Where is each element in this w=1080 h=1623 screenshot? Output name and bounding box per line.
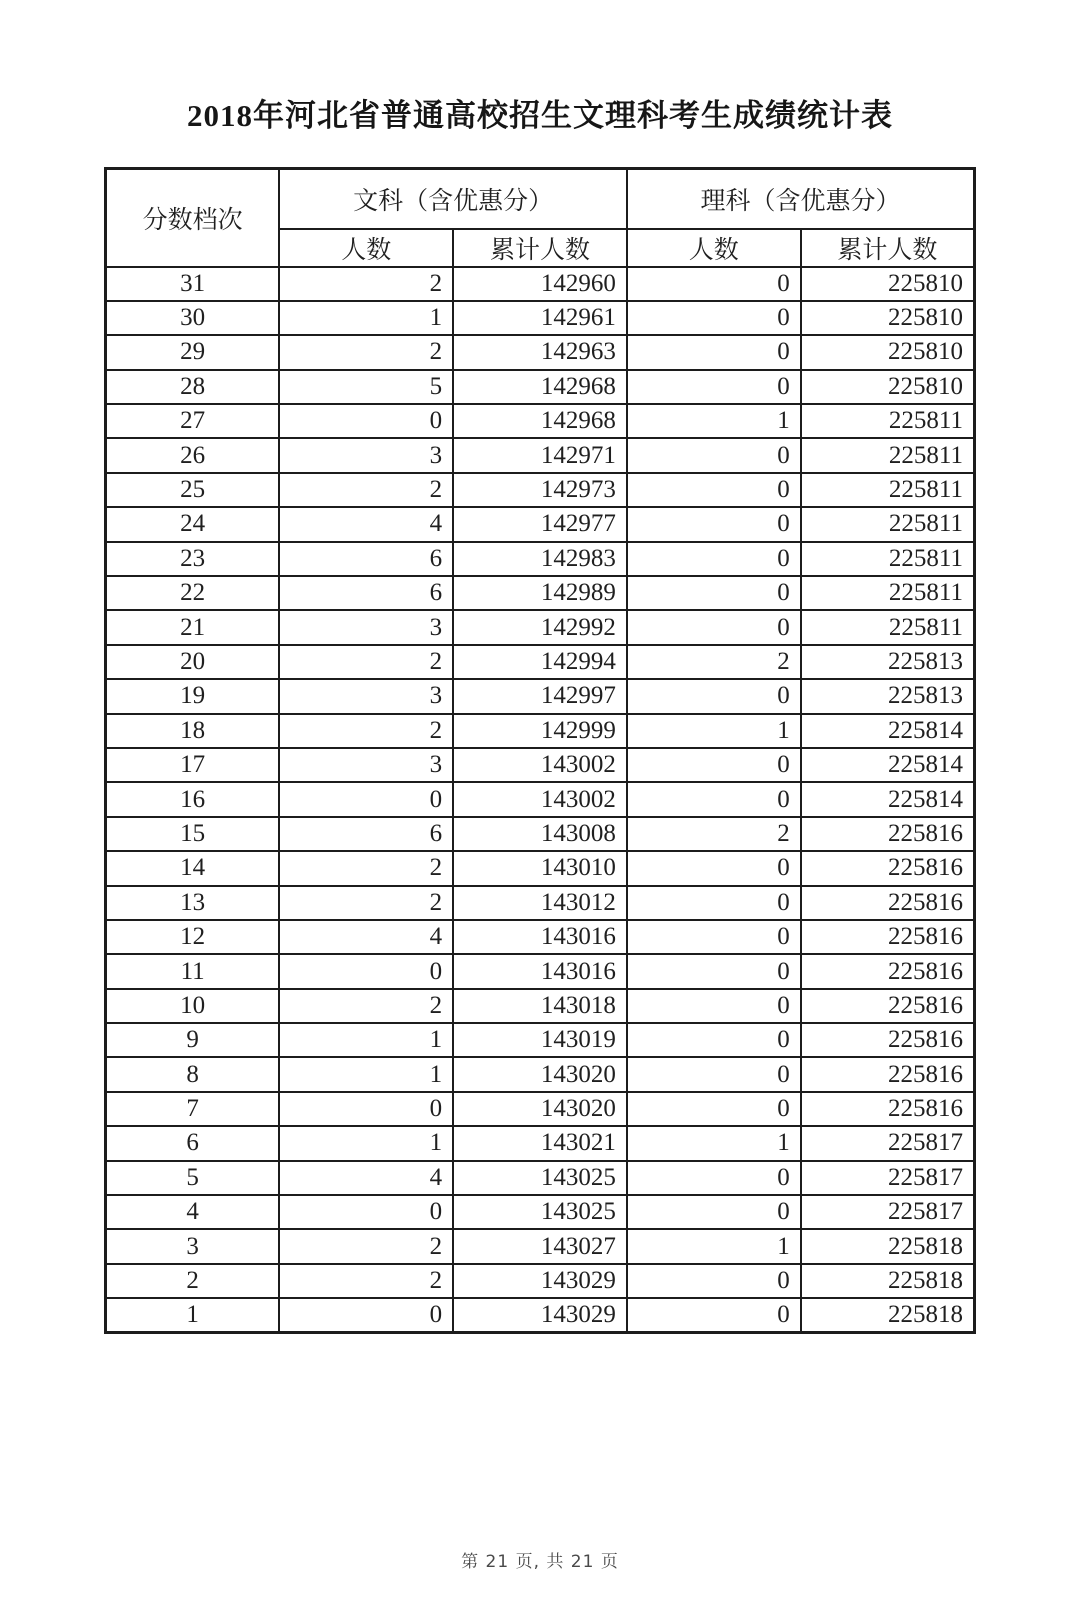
- value-cell: 0: [627, 954, 801, 988]
- value-cell: 2: [279, 886, 453, 920]
- value-cell: 0: [279, 1092, 453, 1126]
- value-cell: 225811: [801, 542, 975, 576]
- tier-cell: 18: [106, 714, 280, 748]
- table-row: [106, 1092, 975, 1126]
- value-cell: 225816: [801, 1057, 975, 1091]
- value-cell: 6: [279, 576, 453, 610]
- value-cell: 143025: [453, 1161, 627, 1195]
- tier-cell: 22: [106, 576, 280, 610]
- value-cell: 1: [627, 404, 801, 438]
- value-cell: 0: [627, 851, 801, 885]
- value-cell: 225816: [801, 851, 975, 885]
- table-row: [106, 576, 975, 610]
- value-cell: 225811: [801, 438, 975, 472]
- value-cell: 225813: [801, 679, 975, 713]
- value-cell: 2: [279, 1229, 453, 1263]
- score-table: [104, 167, 976, 1334]
- table-row: [106, 851, 975, 885]
- value-cell: 0: [627, 542, 801, 576]
- value-cell: 225816: [801, 886, 975, 920]
- value-cell: 0: [627, 370, 801, 404]
- table-row: [106, 1023, 975, 1057]
- tier-cell: 6: [106, 1126, 280, 1160]
- value-cell: 225814: [801, 714, 975, 748]
- value-cell: 4: [279, 1161, 453, 1195]
- value-cell: 143025: [453, 1195, 627, 1229]
- value-cell: 142994: [453, 645, 627, 679]
- tier-cell: 17: [106, 748, 280, 782]
- value-cell: 2: [279, 267, 453, 301]
- value-cell: 225816: [801, 920, 975, 954]
- tier-cell: 3: [106, 1229, 280, 1263]
- value-cell: 2: [627, 817, 801, 851]
- liberal-arts-count-header: 人数: [279, 229, 453, 267]
- value-cell: 0: [627, 782, 801, 816]
- value-cell: 1: [627, 1229, 801, 1263]
- value-cell: 225817: [801, 1195, 975, 1229]
- table-row: [106, 782, 975, 816]
- table-row: [106, 714, 975, 748]
- value-cell: 0: [627, 1057, 801, 1091]
- tier-cell: 2: [106, 1264, 280, 1298]
- value-cell: 142960: [453, 267, 627, 301]
- table-row: [106, 645, 975, 679]
- value-cell: 0: [627, 301, 801, 335]
- tier-cell: 27: [106, 404, 280, 438]
- value-cell: 0: [627, 989, 801, 1023]
- table-body: [106, 267, 975, 1333]
- value-cell: 1: [279, 1126, 453, 1160]
- value-cell: 0: [627, 679, 801, 713]
- table-row: [106, 1229, 975, 1263]
- value-cell: 2: [279, 473, 453, 507]
- value-cell: 225816: [801, 989, 975, 1023]
- table-row: [106, 1161, 975, 1195]
- value-cell: 1: [279, 1057, 453, 1091]
- table-row: [106, 438, 975, 472]
- tier-cell: 12: [106, 920, 280, 954]
- table-row: [106, 954, 975, 988]
- value-cell: 0: [627, 438, 801, 472]
- value-cell: 142977: [453, 507, 627, 541]
- value-cell: 0: [627, 1264, 801, 1298]
- tier-cell: 11: [106, 954, 280, 988]
- value-cell: 142983: [453, 542, 627, 576]
- table-header: [106, 169, 975, 267]
- value-cell: 225818: [801, 1298, 975, 1332]
- value-cell: 2: [279, 851, 453, 885]
- value-cell: 143002: [453, 782, 627, 816]
- value-cell: 5: [279, 370, 453, 404]
- value-cell: 143029: [453, 1264, 627, 1298]
- science-group-header: 理科（含优惠分）: [627, 169, 975, 229]
- tier-cell: 4: [106, 1195, 280, 1229]
- value-cell: 143002: [453, 748, 627, 782]
- value-cell: 0: [627, 748, 801, 782]
- table-row: [106, 610, 975, 644]
- value-cell: 143012: [453, 886, 627, 920]
- value-cell: 0: [279, 404, 453, 438]
- value-cell: 225811: [801, 473, 975, 507]
- value-cell: 143020: [453, 1092, 627, 1126]
- value-cell: 0: [627, 1298, 801, 1332]
- value-cell: 143016: [453, 954, 627, 988]
- value-cell: 225817: [801, 1161, 975, 1195]
- value-cell: 3: [279, 679, 453, 713]
- table-row: [106, 817, 975, 851]
- value-cell: 0: [627, 507, 801, 541]
- header-group-row: [106, 169, 975, 229]
- value-cell: 143020: [453, 1057, 627, 1091]
- value-cell: 0: [627, 473, 801, 507]
- value-cell: 225810: [801, 370, 975, 404]
- value-cell: 3: [279, 610, 453, 644]
- value-cell: 225816: [801, 817, 975, 851]
- value-cell: 2: [279, 714, 453, 748]
- value-cell: 142968: [453, 404, 627, 438]
- tier-cell: 8: [106, 1057, 280, 1091]
- value-cell: 142968: [453, 370, 627, 404]
- tier-cell: 14: [106, 851, 280, 885]
- tier-cell: 7: [106, 1092, 280, 1126]
- tier-cell: 15: [106, 817, 280, 851]
- table-row: [106, 1195, 975, 1229]
- value-cell: 225817: [801, 1126, 975, 1160]
- value-cell: 225811: [801, 507, 975, 541]
- value-cell: 3: [279, 748, 453, 782]
- table-row: [106, 748, 975, 782]
- value-cell: 6: [279, 817, 453, 851]
- value-cell: 0: [279, 954, 453, 988]
- value-cell: 0: [627, 1161, 801, 1195]
- tier-cell: 23: [106, 542, 280, 576]
- value-cell: 142971: [453, 438, 627, 472]
- tier-cell: 31: [106, 267, 280, 301]
- value-cell: 1: [627, 1126, 801, 1160]
- value-cell: 142973: [453, 473, 627, 507]
- tier-cell: 24: [106, 507, 280, 541]
- value-cell: 2: [627, 645, 801, 679]
- value-cell: 6: [279, 542, 453, 576]
- value-cell: 0: [279, 1298, 453, 1332]
- value-cell: 143029: [453, 1298, 627, 1332]
- table-row: [106, 989, 975, 1023]
- value-cell: 142961: [453, 301, 627, 335]
- value-cell: 225816: [801, 1092, 975, 1126]
- table-row: [106, 920, 975, 954]
- value-cell: 225811: [801, 610, 975, 644]
- value-cell: 143018: [453, 989, 627, 1023]
- value-cell: 1: [279, 301, 453, 335]
- value-cell: 2: [279, 989, 453, 1023]
- table-row: [106, 1298, 975, 1332]
- value-cell: 0: [627, 1195, 801, 1229]
- tier-cell: 1: [106, 1298, 280, 1332]
- value-cell: 225810: [801, 301, 975, 335]
- value-cell: 0: [627, 335, 801, 369]
- value-cell: 225813: [801, 645, 975, 679]
- tier-cell: 20: [106, 645, 280, 679]
- value-cell: 142963: [453, 335, 627, 369]
- table-row: [106, 301, 975, 335]
- tier-cell: 19: [106, 679, 280, 713]
- value-cell: 4: [279, 920, 453, 954]
- value-cell: 143027: [453, 1229, 627, 1263]
- value-cell: 4: [279, 507, 453, 541]
- value-cell: 0: [627, 1023, 801, 1057]
- page-title: 2018年河北省普通高校招生文理科考生成绩统计表: [187, 98, 893, 133]
- table-row: [106, 267, 975, 301]
- table-row: [106, 886, 975, 920]
- tier-cell: 30: [106, 301, 280, 335]
- value-cell: 0: [627, 886, 801, 920]
- tier-cell: 21: [106, 610, 280, 644]
- value-cell: 225811: [801, 576, 975, 610]
- value-cell: 0: [627, 267, 801, 301]
- tier-cell: 29: [106, 335, 280, 369]
- table-row: [106, 679, 975, 713]
- value-cell: 143019: [453, 1023, 627, 1057]
- value-cell: 225818: [801, 1264, 975, 1298]
- value-cell: 0: [627, 920, 801, 954]
- tier-cell: 26: [106, 438, 280, 472]
- value-cell: 142992: [453, 610, 627, 644]
- value-cell: 0: [627, 610, 801, 644]
- value-cell: 2: [279, 1264, 453, 1298]
- value-cell: 143021: [453, 1126, 627, 1160]
- value-cell: 2: [279, 335, 453, 369]
- tier-cell: 28: [106, 370, 280, 404]
- value-cell: 143010: [453, 851, 627, 885]
- value-cell: 142989: [453, 576, 627, 610]
- value-cell: 225818: [801, 1229, 975, 1263]
- value-cell: 225816: [801, 954, 975, 988]
- value-cell: 1: [279, 1023, 453, 1057]
- liberal-arts-group-header: 文科（含优惠分）: [279, 169, 627, 229]
- tier-cell: 9: [106, 1023, 280, 1057]
- science-cumulative-header: 累计人数: [801, 229, 975, 267]
- value-cell: 225814: [801, 748, 975, 782]
- value-cell: 225810: [801, 335, 975, 369]
- value-cell: 1: [627, 714, 801, 748]
- tier-cell: 25: [106, 473, 280, 507]
- tier-column-header: 分数档次: [106, 169, 280, 267]
- value-cell: 143016: [453, 920, 627, 954]
- tier-cell: 16: [106, 782, 280, 816]
- value-cell: 225811: [801, 404, 975, 438]
- table-row: [106, 370, 975, 404]
- value-cell: 142999: [453, 714, 627, 748]
- value-cell: 225810: [801, 267, 975, 301]
- tier-cell: 13: [106, 886, 280, 920]
- table-row: [106, 542, 975, 576]
- table-row: [106, 404, 975, 438]
- liberal-arts-cumulative-header: 累计人数: [453, 229, 627, 267]
- tier-cell: 5: [106, 1161, 280, 1195]
- table-row: [106, 335, 975, 369]
- page-indicator: 第 21 页, 共 21 页: [461, 1552, 619, 1572]
- value-cell: 142997: [453, 679, 627, 713]
- table-row: [106, 1264, 975, 1298]
- value-cell: 0: [279, 1195, 453, 1229]
- value-cell: 3: [279, 438, 453, 472]
- table-row: [106, 1057, 975, 1091]
- value-cell: 0: [279, 782, 453, 816]
- value-cell: 143008: [453, 817, 627, 851]
- value-cell: 225814: [801, 782, 975, 816]
- tier-cell: 10: [106, 989, 280, 1023]
- value-cell: 225816: [801, 1023, 975, 1057]
- science-count-header: 人数: [627, 229, 801, 267]
- value-cell: 2: [279, 645, 453, 679]
- value-cell: 0: [627, 1092, 801, 1126]
- table-row: [106, 507, 975, 541]
- table-row: [106, 1126, 975, 1160]
- value-cell: 0: [627, 576, 801, 610]
- table-row: [106, 473, 975, 507]
